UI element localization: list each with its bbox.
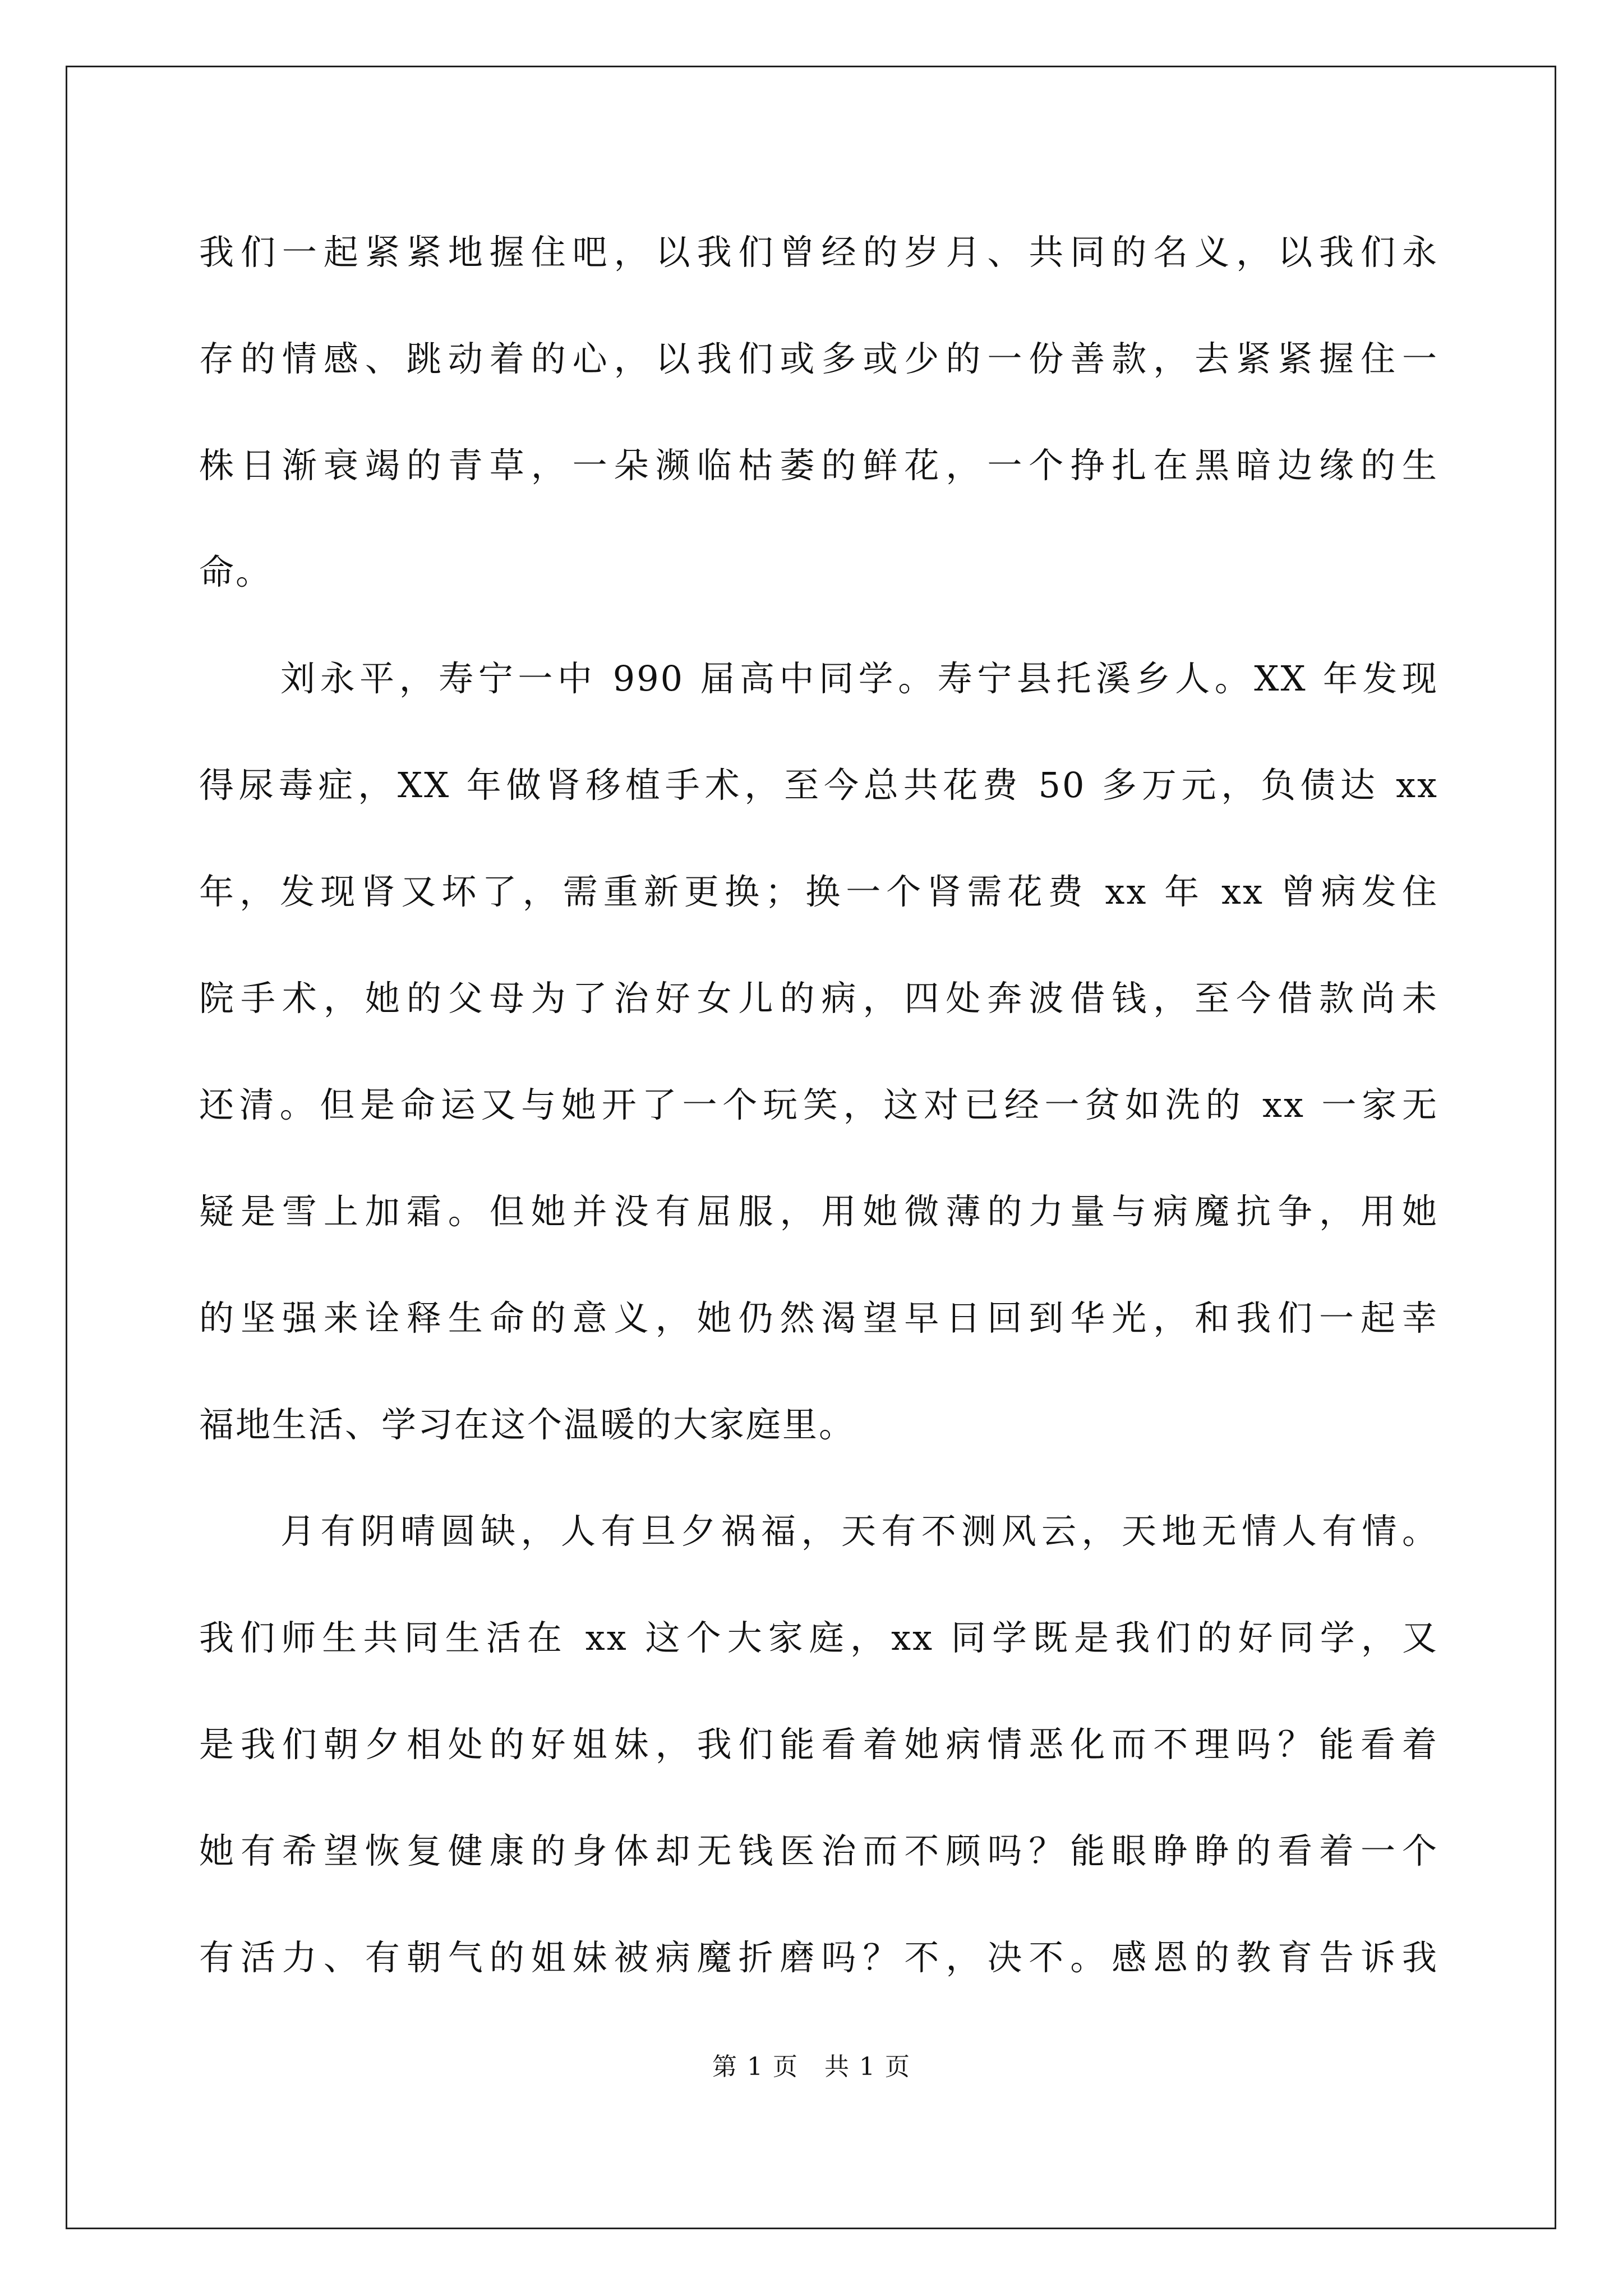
text-line: 院手术，她的父母为了治好女儿的病，四处奔波借钱，至今借款尚未 xyxy=(199,978,1438,1019)
text-line: 的坚强来诠释生命的意义，她仍然渴望早日回到华光，和我们一起幸 xyxy=(199,1297,1438,1338)
text-line: 还清。但是命运又与她开了一个玩笑，这对已经一贫如洗的 xx 一家无 xyxy=(199,1084,1438,1125)
text-line: 我们一起紧紧地握住吧，以我们曾经的岁月、共同的名义，以我们永 xyxy=(199,232,1438,273)
text-line: 年，发现肾又坏了，需重新更换；换一个肾需花费 xx 年 xx 曾病发住 xyxy=(199,871,1438,912)
text-line: 有活力、有朝气的姐妹被病魔折磨吗？不，决不。感恩的教育告诉我 xyxy=(199,1937,1438,1978)
text-line: 命。 xyxy=(199,551,273,592)
text-line: 她有希望恢复健康的身体却无钱医治而不顾吗？能眼睁睁的看着一个 xyxy=(199,1830,1438,1871)
text-line: 我们师生共同生活在 xx 这个大家庭，xx 同学既是我们的好同学，又 xyxy=(199,1617,1438,1658)
document-body xyxy=(199,219,1438,2031)
text-line: 得尿毒症，XX 年做肾移植手术，至今总共花费 50 多万元，负债达 xx xyxy=(199,765,1438,806)
text-line: 是我们朝夕相处的好姐妹，我们能看着她病情恶化而不理吗？能看着 xyxy=(199,1724,1438,1765)
text-line: 存的情感、跳动着的心，以我们或多或少的一份善款，去紧紧握住一 xyxy=(199,338,1438,379)
text-line: 刘永平，寿宁一中 990 届高中同学。寿宁县托溪乡人。XX 年发现 xyxy=(280,658,1438,699)
page-number-footer: 第 1 页 共 1 页 xyxy=(712,2053,911,2081)
text-line: 福地生活、学习在这个温暖的大家庭里。 xyxy=(199,1404,856,1445)
text-line: 株日渐衰竭的青草，一朵濒临枯萎的鲜花，一个挣扎在黑暗边缘的生 xyxy=(199,445,1438,486)
text-line: 月有阴晴圆缺，人有旦夕祸福，天有不测风云，天地无情人有情。 xyxy=(280,1511,1438,1552)
text-line: 疑是雪上加霜。但她并没有屈服，用她微薄的力量与病魔抗争，用她 xyxy=(199,1191,1438,1232)
